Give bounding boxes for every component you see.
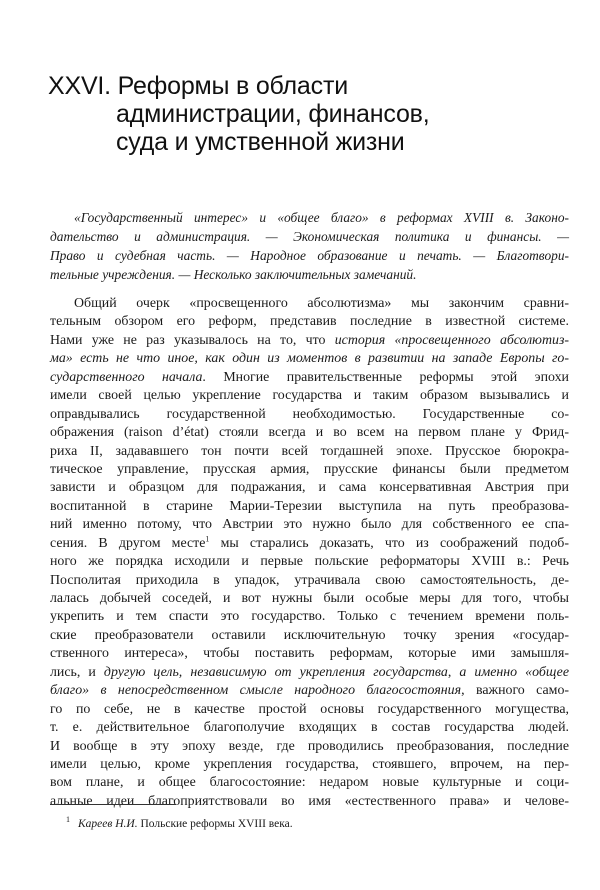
body-text-segment: риха II, задававшего тон почти всей тогдашней эпохе. Прусское бюрокра- [50,443,569,459]
body-text-segment: сения. В другом месте [50,535,206,551]
italic-text: а именно «общее [459,664,570,680]
body-text-segment: ственного интереса», чтобы поставить реформам, которые ими замышля- [50,646,569,662]
body-text-segment: мы старались доказать, что из соображений подоб- [209,535,569,551]
footnote-text: Польские реформы XVIII века. [140,817,293,830]
body-line [50,645,569,663]
body-text-segment: , важного само- [461,683,570,699]
body-line [50,719,569,737]
body-line [50,295,569,313]
body-line [50,793,569,811]
body-text-segment: оправдывались государственной необходимостью. Государственные со- [50,406,569,422]
body-text-segment: имели целью, кроме укрепления государства, стоявшего, впрочем, на пер- [50,756,569,772]
body-text-segment: лись, и [50,664,104,680]
body-line [50,535,569,553]
body-text-segment: Нами уже не раз указывалось на то, что [50,332,335,348]
body-text-segment: т. е. действительное благополучие входящих в состав государства людей. [50,720,569,736]
body-line [50,313,569,331]
body-text-segment: ображения (raison d’état) стояли всегда и во всем на первом плане у Фрид- [50,425,569,441]
footnote [50,812,569,832]
body-text-segment: . Многие правительственные реформы этой эпохи [202,369,569,385]
summary-line: «Государственный интерес» и «общее благо» в реформах XVIII в. Законо- [74,210,569,225]
footnote-author: Кареев Н.И. [78,817,138,830]
body-line [50,756,569,774]
body-paragraph [50,295,569,811]
body-line [50,608,569,626]
body-text-segment: Общий очерк «просвещенного абсолютизма» мы закончим сравни- [74,296,569,311]
chapter-title-line: администрации, финансов, [116,100,430,128]
body-line [50,627,569,645]
chapter-title-line: XXVI. Реформы в области [48,72,348,100]
italic-text: благо» в непосредственном смысле народного благосостояния [50,683,462,699]
body-text-segment: лалась добычей соседей, и вот нужны были особые меры для того, чтобы [50,591,569,606]
footnote-divider [50,804,176,805]
body-line [50,590,569,608]
body-line [50,774,569,792]
body-text-segment: вом плане, и общее благосостояние: недаром новые культурные и соци- [50,775,569,791]
footnote-mark: 1 [66,815,70,824]
body-line [50,738,569,756]
italic-text: сударственного начала [50,369,203,385]
footnote-ref: 1 [205,534,210,544]
chapter-title-line: суда и умственной жизни [116,128,405,156]
summary-line: тельные учреждения. — Несколько заключительных замечаний. [50,267,417,282]
italic-text: ма» есть не что иное, как один из моментов в развитии на западе Европы го- [50,351,569,367]
body-text-segment: ний именно потому, что Австрии это нужно было для собственного ее спа- [50,517,569,533]
body-line [50,701,569,719]
italic-text: другую цель, независимую от укрепления государства [103,664,448,680]
body-line [50,553,569,571]
body-text-segment: тельным обзором его реформ, представив последние в известной системе. [50,314,569,330]
body-text-segment: воспитанной в старине Марии-Терезии выступила на путь преобразова- [50,498,569,514]
body-line [50,664,569,682]
body-text-segment: укрепить и тем спасти это государство. Только с течением времени поль- [50,609,569,625]
body-text-segment: го по себе, не в качестве простой основы государственного могущества, [50,701,569,717]
body-text-segment: ного же порядка исходили и первые польские реформаторы XVIII в.: Речь [50,554,569,570]
chapter-title [48,72,568,156]
body-line [50,443,569,461]
body-line [50,369,569,387]
body-text-segment: имели своей целью укрепление государства и таким образом вызывались и [50,388,569,404]
body-line [50,479,569,497]
italic-text: история «просвещенного абсолютиз- [334,332,569,348]
body-line [50,498,569,516]
body-text-segment: Посполитая приходила в упадок, утрачивала свою самостоятельность, де- [50,572,569,588]
body-line [50,332,569,350]
body-line [50,682,569,700]
body-text-segment: ские преобразователи оставили исключительную точку зрения «государ- [50,627,569,643]
summary-line: дательство и администрация. — Экономическая политика и финансы. — [50,229,569,244]
body-line [50,461,569,479]
summary-line: Право и судебная часть. — Народное образование и печать. — Благотвори- [50,248,569,263]
body-text-segment: зависти и образцом для подражания, и сама консервативная Австрия при [50,480,569,496]
body-text-segment: И вообще в эту эпоху везде, где проводились преобразования, последние [50,738,569,754]
body-line [50,406,569,424]
body-line [50,350,569,368]
body-line [50,387,569,405]
body-text-segment: тическое управление, прусская армия, прусские финансы были предметом [50,461,569,477]
body-line [50,516,569,534]
body-line [50,424,569,442]
body-text-segment: альные идеи благоприятствовали во имя «естественного права» и челове- [50,793,569,809]
body-text-segment: , [447,664,460,680]
body-line [50,572,569,590]
chapter-summary [50,208,569,284]
